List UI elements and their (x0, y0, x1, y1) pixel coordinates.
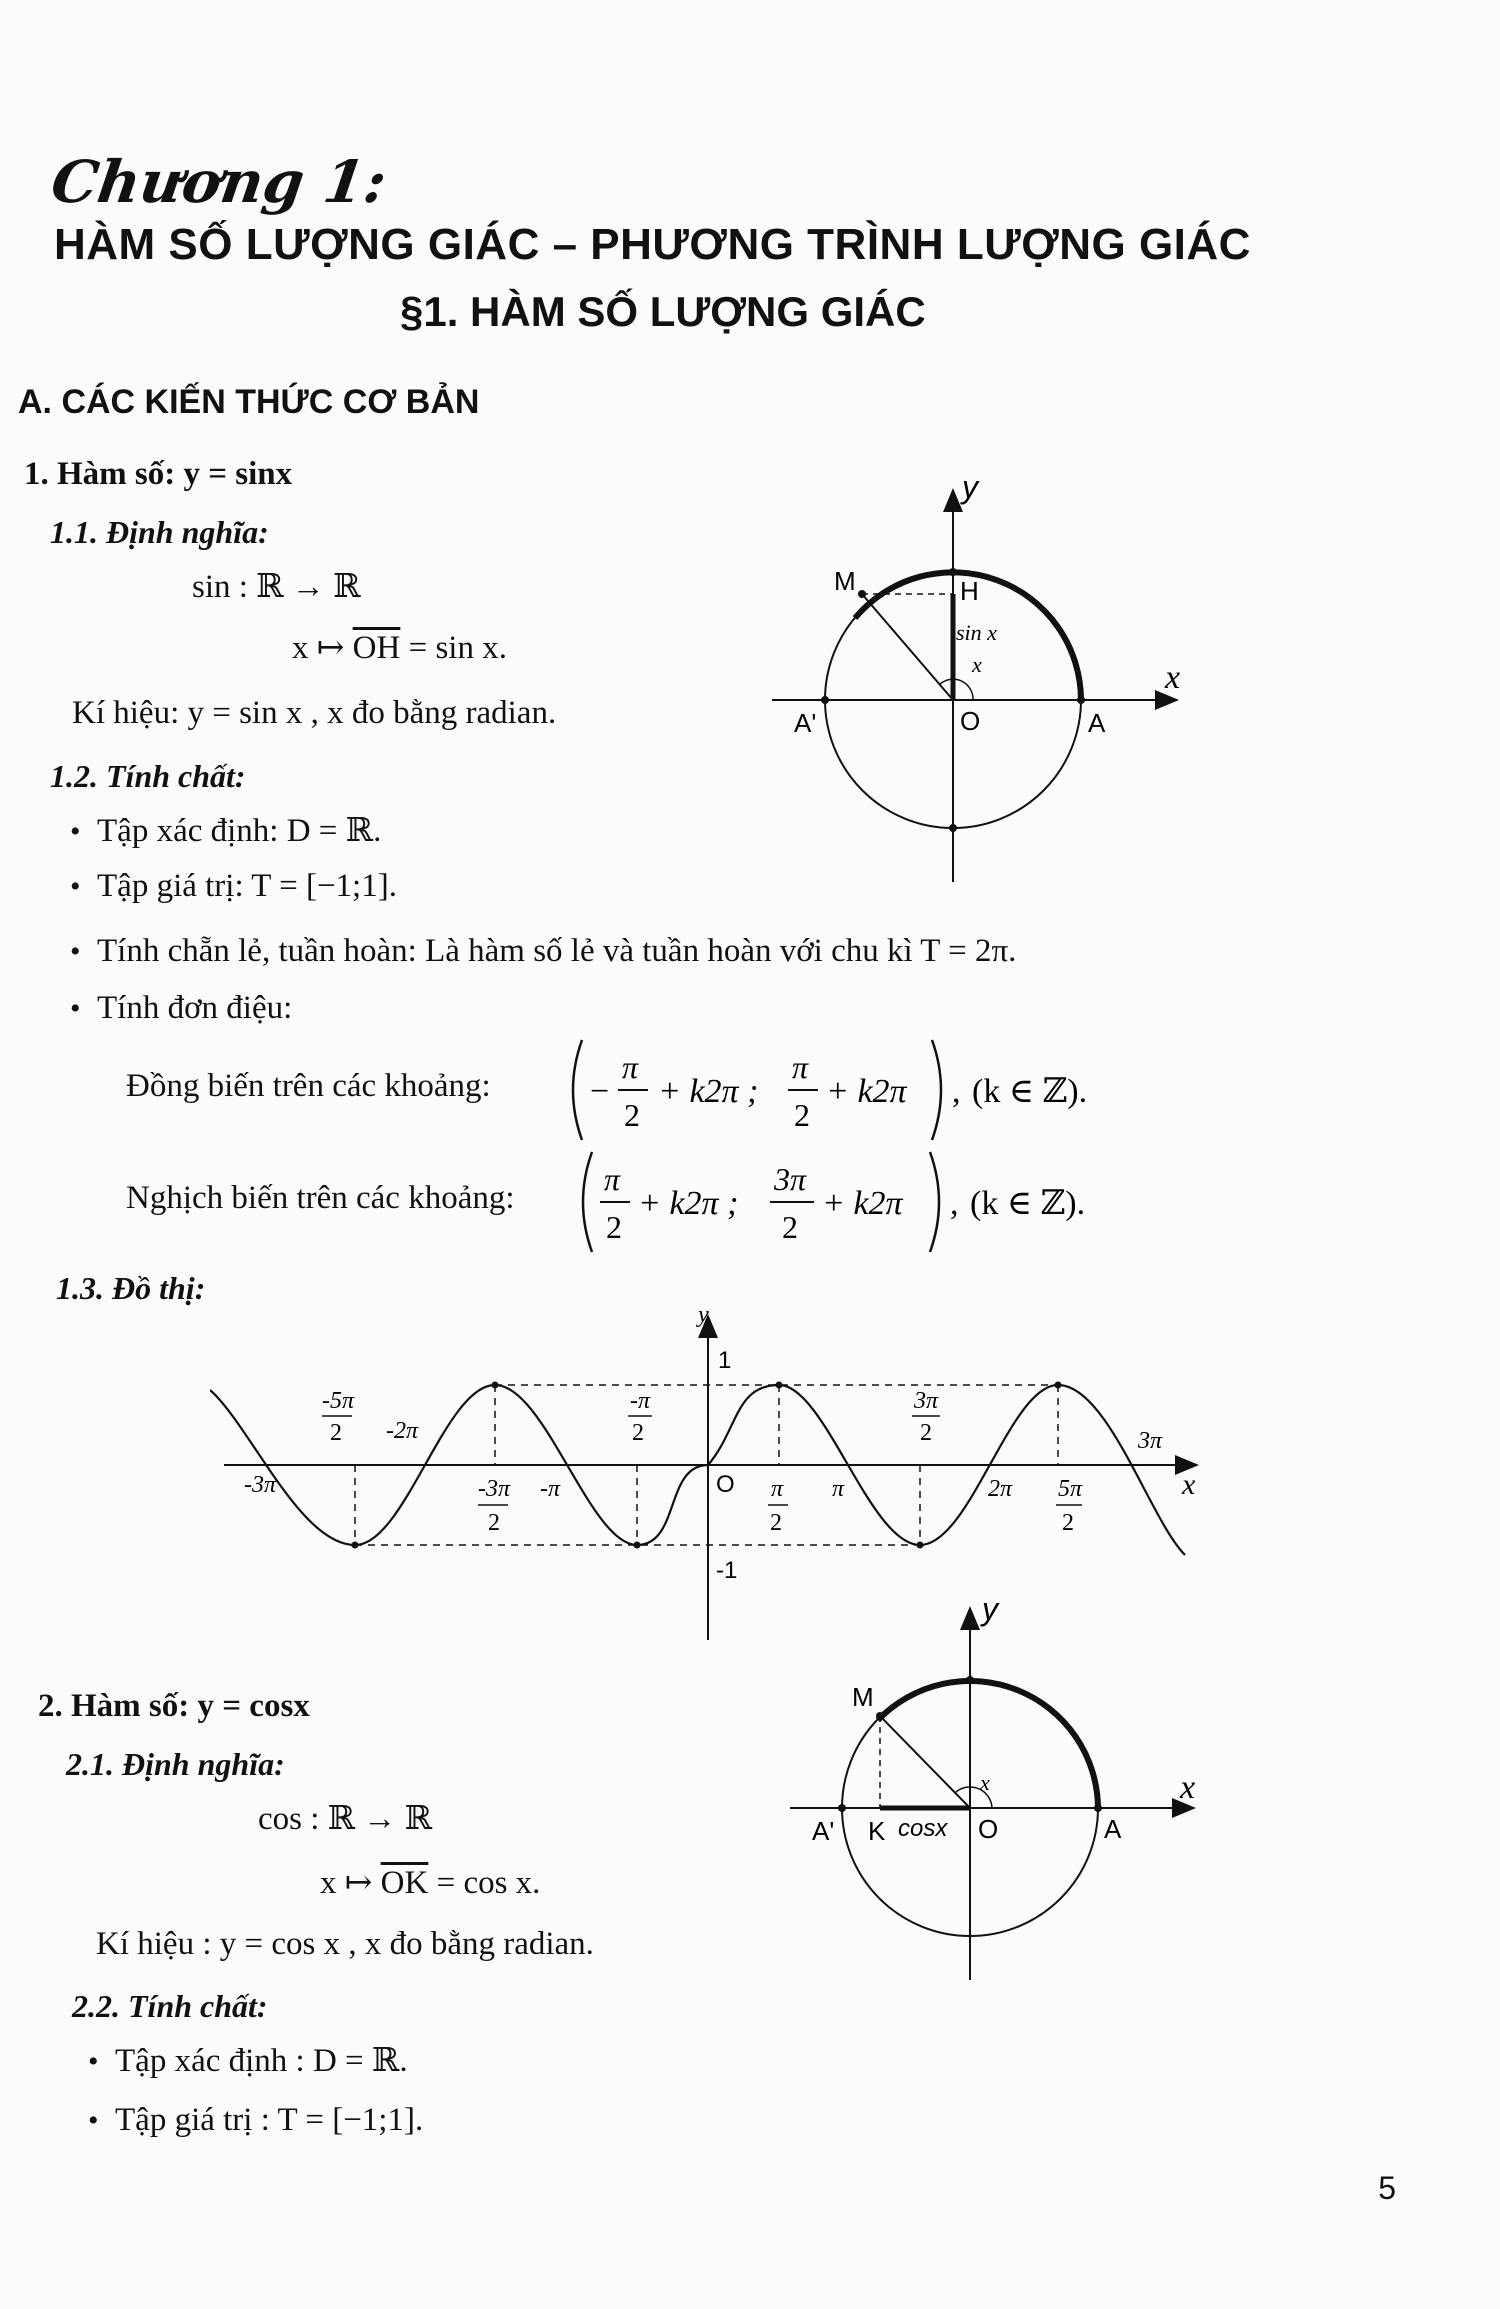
section-title: §1. HÀM SỐ LƯỢNG GIÁC (400, 288, 926, 335)
svg-text:2: 2 (782, 1209, 798, 1245)
graph-neg5pi-num: -5π (322, 1388, 355, 1414)
sin-parity: • Tính chẵn lẻ, tuần hoàn: Là hàm số lẻ và tuần hoàn với chu kì T = 2π. (70, 933, 1017, 969)
svg-text:+ k2π: + k2π (826, 1073, 907, 1110)
sin-circle-o: O (960, 706, 981, 736)
chapter-label: Chương 1: (47, 148, 391, 216)
sin-domain: • Tập xác định: D = ℝ. (70, 813, 382, 849)
sin-def-heading: 1.1. Định nghĩa: (50, 514, 269, 550)
graph-pi: π (832, 1476, 845, 1502)
cos-circle-a: A (1104, 1814, 1122, 1844)
sine-curve (210, 1385, 1185, 1555)
graph-2pi: 2π (988, 1476, 1013, 1502)
graph-pi-den: 2 (770, 1510, 782, 1536)
graph-neg3pi: -3π (244, 1472, 277, 1498)
svg-text:+ k2π ;: + k2π ; (638, 1185, 739, 1222)
svg-text:+ k2π: + k2π (822, 1185, 903, 1222)
svg-text:,: , (950, 1185, 959, 1222)
svg-text:3π: 3π (774, 1161, 807, 1197)
sin-graph-heading: 1.3. Đồ thị: (56, 1270, 206, 1306)
sin-def-line1: sin : ℝ → ℝ (192, 569, 361, 605)
cos-circle-aprime: A' (812, 1816, 835, 1846)
cos-range: • Tập giá trị : T = [−1;1]. (88, 2102, 424, 2138)
graph-5pi-num: 5π (1058, 1476, 1083, 1502)
cos-circle-angle: x (980, 1770, 990, 1795)
decreasing-label: Nghịch biến trên các khoảng: (126, 1180, 515, 1216)
increasing-label: Đồng biến trên các khoảng: (126, 1068, 491, 1104)
svg-text:,: , (952, 1073, 961, 1110)
cos-circle-cosx: cosx (898, 1815, 948, 1842)
cos-domain: • Tập xác định : D = ℝ. (88, 2043, 408, 2079)
sin-circle-sinx: sin x (956, 620, 997, 645)
sin-range: • Tập giá trị: T = [−1;1]. (70, 868, 397, 904)
cos-circle-o: O (978, 1814, 999, 1844)
cos-def-line2: x ↦ $\overline{OK} = \cos x$. (320, 1865, 541, 1901)
sin-circle-m: M (834, 566, 856, 596)
decreasing-interval (570, 1144, 1150, 1264)
chapter-title: HÀM SỐ LƯỢNG GIÁC – PHƯƠNG TRÌNH LƯỢNG GIÁC (54, 220, 1251, 269)
graph-x: x (1182, 1468, 1196, 1501)
sin-circle-y: y (962, 470, 978, 505)
graph-3pi-num: 3π (914, 1388, 939, 1414)
graph-y: y (698, 1302, 709, 1328)
graph-pi-num: π (771, 1476, 784, 1502)
graph-neg2pi: -2π (386, 1418, 419, 1444)
graph-negpi-den: 2 (632, 1420, 644, 1446)
svg-text:π: π (604, 1161, 621, 1197)
sin-notation: Kí hiệu: y = sin x , x đo bằng radian. (72, 695, 557, 731)
sin-circle-angle: x (972, 652, 982, 677)
graph-neg5pi-den: 2 (330, 1420, 342, 1446)
graph-minus-one: -1 (716, 1557, 738, 1584)
graph-negpi-num: -π (630, 1388, 651, 1414)
sin-circle-a: A (1088, 708, 1106, 738)
sin-heading: 1. Hàm số: y = sinx (24, 456, 293, 492)
cos-circle-k: K (868, 1816, 886, 1846)
svg-text:+ k2π ;: + k2π ; (658, 1073, 759, 1110)
sin-prop-heading: 1.2. Tính chất: (50, 758, 246, 794)
sin-unit-circle (760, 470, 1200, 890)
increasing-interval (560, 1032, 1140, 1152)
cos-notation: Kí hiệu : y = cos x , x đo bằng radian. (96, 1926, 594, 1962)
cos-circle-y: y (982, 1591, 998, 1627)
cos-def-heading: 2.1. Định nghĩa: (66, 1746, 285, 1782)
svg-text:π: π (792, 1049, 809, 1085)
graph-5pi-den: 2 (1062, 1510, 1074, 1536)
increasing-k: (k ∈ ℤ). (972, 1073, 1088, 1110)
svg-text:2: 2 (794, 1097, 810, 1133)
sin-def-line2: x ↦ $\overline{OH} = \sin x$. (292, 630, 507, 666)
cos-circle-x: x (1180, 1769, 1196, 1806)
cos-prop-heading: 2.2. Tính chất: (72, 1988, 268, 2024)
graph-neg3pi-num: -3π (478, 1476, 511, 1502)
svg-text:2: 2 (624, 1097, 640, 1133)
svg-text:2: 2 (606, 1209, 622, 1245)
svg-text:−: − (590, 1073, 610, 1110)
cos-heading: 2. Hàm số: y = cosx (38, 1688, 310, 1724)
graph-3pi: 3π (1138, 1428, 1163, 1454)
sin-circle-h: H (960, 576, 979, 606)
graph-3pi-den: 2 (920, 1420, 932, 1446)
svg-text:π: π (622, 1049, 639, 1085)
sin-circle-aprime: A' (794, 708, 817, 738)
cos-circle-m: M (852, 1682, 874, 1712)
part-title: A. CÁC KIẾN THỨC CƠ BẢN (18, 383, 480, 421)
graph-neg3pi-den: 2 (488, 1510, 500, 1536)
sin-circle-x: x (1165, 659, 1181, 696)
graph-one: 1 (718, 1347, 732, 1374)
graph-o: O (716, 1471, 735, 1498)
page-number: 5 (1378, 2170, 1396, 2206)
cos-def-line1: cos : ℝ → ℝ (258, 1801, 433, 1837)
graph-negpi: -π (540, 1476, 561, 1502)
cos-unit-circle (780, 1590, 1220, 1990)
sin-monotone: • Tính đơn điệu: (70, 990, 293, 1026)
decreasing-k: (k ∈ ℤ). (970, 1185, 1086, 1222)
